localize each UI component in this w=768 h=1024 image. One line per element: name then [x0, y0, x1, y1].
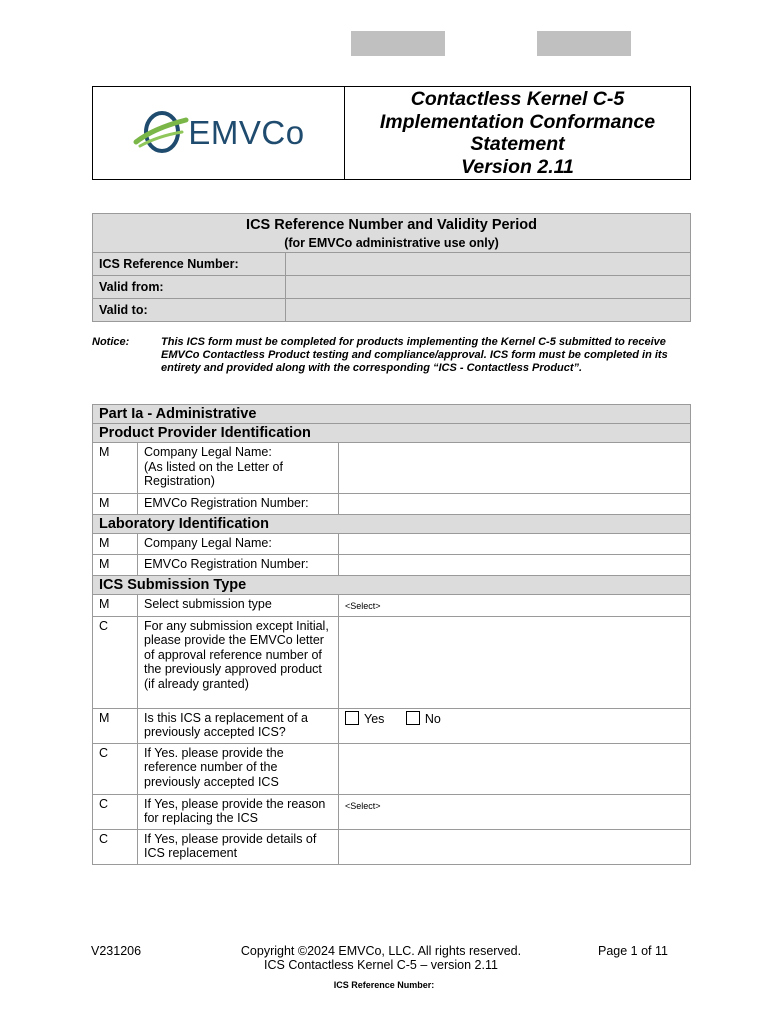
document-title — [345, 87, 690, 179]
footer-copyright: Copyright ©2024 EMVCo, LLC. All rights reserved. — [240, 944, 522, 958]
footer-center — [200, 944, 562, 972]
submission-type-select[interactable]: <Select> — [339, 595, 691, 617]
replacement-choice — [339, 708, 691, 743]
valid-from-label: Valid from: — [93, 276, 286, 299]
section-title: Laboratory Identification — [93, 515, 691, 534]
valid-to-label: Valid to: — [93, 299, 286, 322]
requirement-code: C — [93, 829, 138, 864]
logo-text: EMVCo — [188, 114, 305, 151]
field-label: If Yes. please provide the reference number of the previously accepted ICS — [138, 743, 339, 794]
yes-label: Yes — [364, 711, 385, 726]
section-title: ICS Submission Type — [93, 576, 691, 595]
section-title: Product Provider Identification — [93, 424, 691, 443]
footer-doc-name: ICS Contactless Kernel C-5 – version 2.11 — [264, 958, 498, 972]
field-label: Select submission type — [138, 595, 339, 617]
replacement-details-field[interactable] — [339, 829, 691, 864]
no-option[interactable] — [406, 711, 441, 727]
emvco-logo — [132, 108, 304, 158]
requirement-code: C — [93, 616, 138, 708]
field-label: Is this ICS a replacement of a previously accepted ICS? — [138, 708, 339, 743]
lab-company-name-field[interactable] — [339, 534, 691, 555]
provider-company-name-field[interactable] — [339, 443, 691, 494]
replacement-reason-select[interactable]: <Select> — [339, 794, 691, 829]
title-line: Implementation Conformance — [379, 110, 656, 133]
field-label: EMVCo Registration Number: — [138, 494, 339, 515]
ics-reference-table — [92, 213, 691, 322]
no-label: No — [424, 711, 441, 726]
approval-reference-field[interactable] — [339, 616, 691, 708]
field-label: Company Legal Name: (As listed on the Letter of Registration) — [138, 443, 339, 494]
header-field-box — [351, 31, 445, 56]
yes-option[interactable] — [345, 711, 384, 727]
emvco-swirl-icon — [132, 108, 190, 158]
requirement-code: M — [93, 595, 138, 617]
notice-text: This ICS form must be completed for products implementing the Kernel C-5 submitted to receive EMVCo Contactless Product testing and compliance/approval. ICS form must be completed in its entirety and provided along with the corresponding “ICS - Contactless Product”. — [161, 336, 668, 374]
requirement-code: M — [93, 494, 138, 515]
ics-reference-number-field[interactable] — [286, 253, 691, 276]
requirement-code: M — [93, 708, 138, 743]
yes-checkbox[interactable] — [345, 711, 359, 725]
title-line: Contactless Kernel C-5 — [410, 88, 625, 110]
header-field-box — [537, 31, 631, 56]
title-block — [92, 86, 691, 180]
part-ia-table — [92, 404, 691, 865]
requirement-code: C — [93, 794, 138, 829]
field-label: If Yes, please provide details of ICS replacement — [138, 829, 339, 864]
ref-table-header — [93, 214, 691, 253]
requirement-code: M — [93, 534, 138, 555]
ics-reference-number-label: ICS Reference Number: — [93, 253, 286, 276]
title-line: Statement — [470, 133, 565, 155]
requirement-code: C — [93, 743, 138, 794]
previous-ics-reference-field[interactable] — [339, 743, 691, 794]
no-checkbox[interactable] — [406, 711, 420, 725]
provider-registration-number-field[interactable] — [339, 494, 691, 515]
notice-label: Notice: — [92, 336, 130, 348]
field-label: EMVCo Registration Number: — [138, 555, 339, 576]
title-line: Version 2.11 — [461, 155, 574, 178]
requirement-code: M — [93, 443, 138, 494]
logo-cell — [93, 87, 345, 179]
field-label: Company Legal Name: — [138, 534, 339, 555]
ref-table-subtitle: (for EMVCo administrative use only) — [284, 236, 499, 250]
lab-registration-number-field[interactable] — [339, 555, 691, 576]
valid-from-field[interactable] — [286, 276, 691, 299]
footer-version: V231206 — [91, 944, 142, 958]
field-label: If Yes, please provide the reason for replacing the ICS — [138, 794, 339, 829]
valid-to-field[interactable] — [286, 299, 691, 322]
requirement-code: M — [93, 555, 138, 576]
ref-table-title: ICS Reference Number and Validity Period — [246, 217, 537, 233]
part-heading: Part Ia - Administrative — [93, 405, 691, 424]
footer-page-number: Page 1 of 11 — [598, 944, 668, 958]
field-label: For any submission except Initial, please provide the EMVCo letter of approval reference number of the previously approved product (if already granted) — [138, 616, 339, 708]
footer-ics-reference-label: ICS Reference Number: — [333, 980, 435, 990]
